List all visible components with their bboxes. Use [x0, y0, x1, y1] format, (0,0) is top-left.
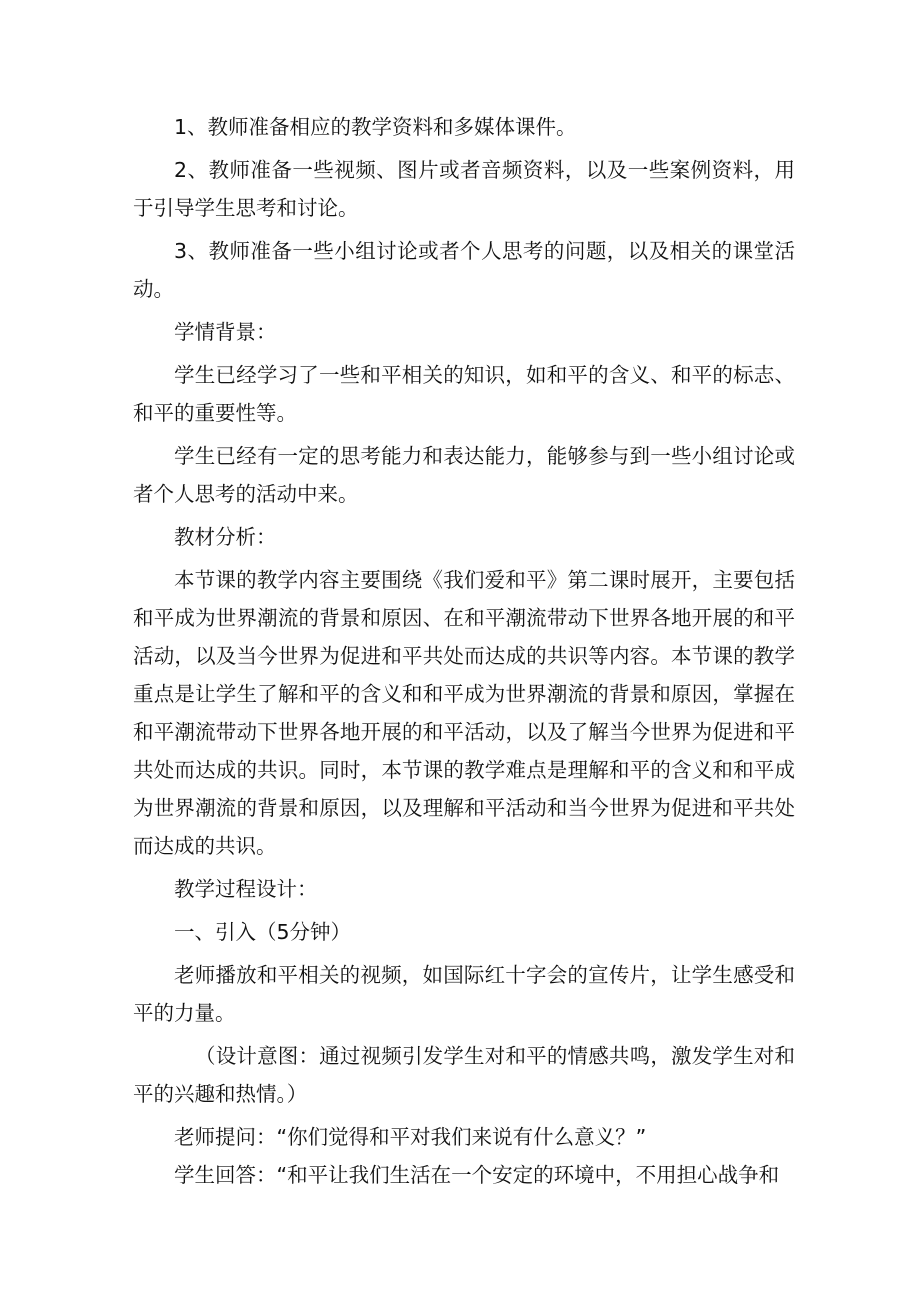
paragraph-textbook-analysis: 本节课的教学内容主要围绕《我们爱和平》第二课时展开，主要包括和平成为世界潮流的背景和原因、在和平潮流带动下世界各地开展的和平活动，以及当今世界为促进和平共处而达成的共识等内容。本节课的教学重点是让学生了解和平的含义和和平成为世界潮流的背景和原因，掌握在和平潮流带动下世界各地开展的和平活动，以及了解当今世界为促进和平共处而达成的共识。同时，本节课的教学难点是理解和平的含义和和平成为世界潮流的背景和原因，以及理解和平活动和当今世界为促进和平共处而达成的共识。: [133, 568, 795, 858]
paragraph-video: 老师播放和平相关的视频，如国际红十字会的宣传片，让学生感受和平的力量。: [133, 963, 795, 1025]
heading-textbook-analysis: 教材分析：: [174, 525, 277, 549]
paragraph-prep-3: 3、教师准备一些小组讨论或者个人思考的问题，以及相关的课堂活动。: [133, 239, 795, 301]
paragraph-student-background-2: 学生已经有一定的思考能力和表达能力，能够参与到一些小组讨论或者个人思考的活动中来。: [133, 444, 795, 506]
paragraph-student-background-1: 学生已经学习了一些和平相关的知识，如和平的含义、和平的标志、和平的重要性等。: [133, 363, 795, 425]
paragraph-design-intent: （设计意图：通过视频引发学生对和平的情感共鸣，激发学生对和平的兴趣和热情。）: [133, 1044, 795, 1106]
heading-student-background: 学情背景：: [174, 320, 277, 344]
heading-teaching-process: 教学过程设计：: [174, 877, 318, 901]
document-body: [133, 108, 795, 1194]
heading-introduction: 一、引入（5分钟）: [174, 920, 352, 944]
paragraph-student-answer: 学生回答：“和平让我们生活在一个安定的环境中，不用担心战争和: [174, 1163, 780, 1187]
paragraph-prep-2: 2、教师准备一些视频、图片或者音频资料，以及一些案例资料，用于引导学生思考和讨论。: [133, 158, 795, 220]
paragraph-teacher-question: 老师提问：“你们觉得和平对我们来说有什么意义？”: [174, 1125, 647, 1149]
paragraph-prep-1: 1、教师准备相应的教学资料和多媒体课件。: [174, 115, 577, 139]
